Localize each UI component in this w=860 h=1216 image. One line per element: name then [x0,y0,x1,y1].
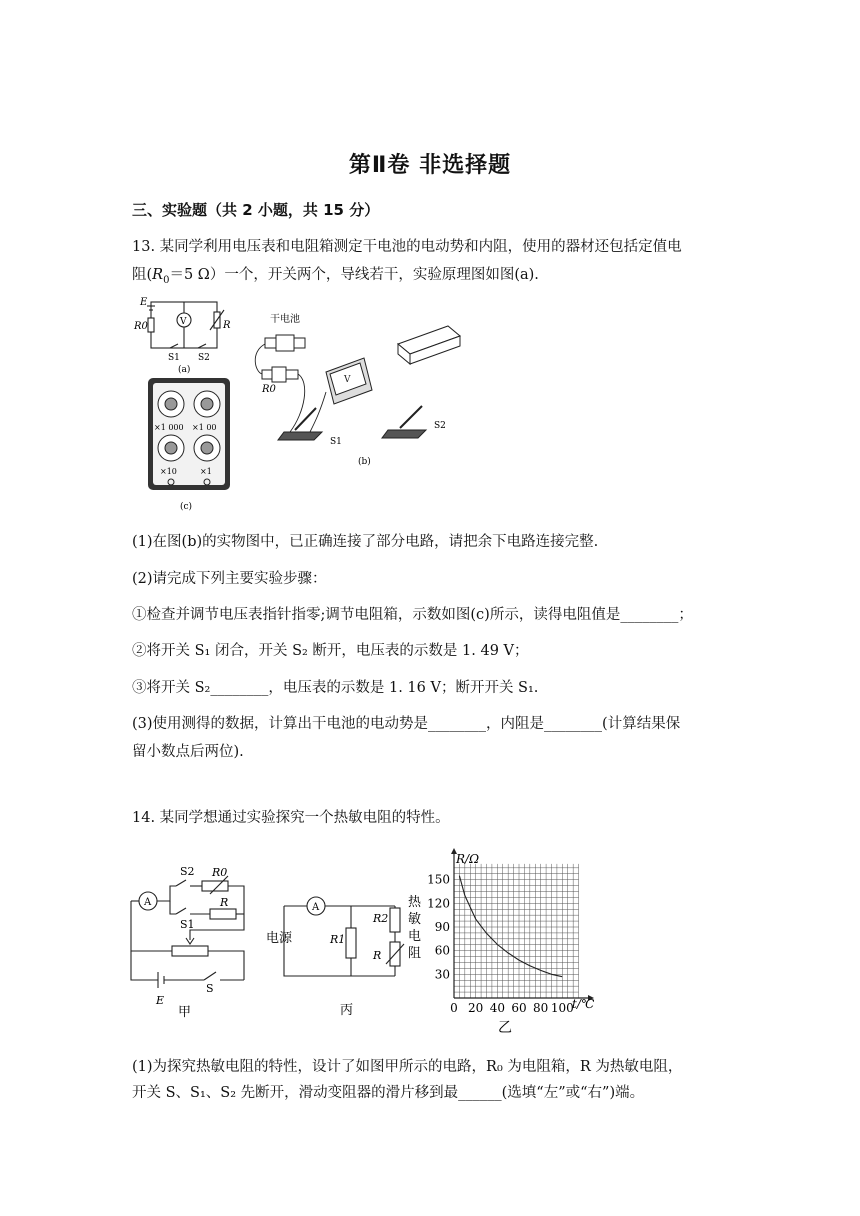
q14-stem: 14. 某同学想通过实验探究一个热敏电阻的特性。 [132,810,450,826]
q14-part1-line1a: (1)为探究热敏电阻的特性，设计了如图甲所示的电路， [132,1059,487,1075]
dial-x1000-label: ×1 000 [154,423,184,432]
q13-step1: ①检查并调节电压表指针指零;调节电阻箱，示数如图(c)所示，读得电阻值是________； [132,607,693,623]
label-S2: S2 [198,353,210,363]
chart-tick-labels [427,873,574,1015]
q13-step2: ②将开关 S₁ 闭合，开关 S₂ 断开，电压表的示数是 1. 49 V； [132,643,529,659]
bing-thermistor-char-4: 阻 [408,946,422,961]
chart-series-line [459,876,562,977]
q13-r0-subscript: 0 [163,274,170,286]
chart-yi [420,842,610,1038]
battery-icon [265,335,305,351]
battery-label: 干电池 [270,314,300,325]
dial-x1-label: ×1 [200,467,212,476]
q14-part1-line1b: R₀ 为电阻箱，R 为热敏电阻， [486,1059,683,1075]
circuit-bing [262,880,430,1018]
chart-y-tick-label: 150 [427,872,450,887]
jia-e-label: E [156,994,165,1007]
chart-x-tick-label: 100 [550,1001,574,1015]
chart-y-tick-label: 60 [434,943,450,958]
resistor-r0-icon [262,367,298,382]
chart-caption: 乙 [498,1020,512,1036]
jia-ammeter-label: A [144,897,152,908]
chart-x-tick-label: 60 [511,1001,527,1015]
chart-y-tick-label: 120 [427,896,450,911]
svg-text:V: V [344,375,351,385]
s2-label-b: S2 [434,421,446,431]
jia-caption: 甲 [178,1005,192,1018]
bing-source-label: 电源 [266,931,293,946]
chart-x-tick-label: 0 [450,1001,458,1015]
q13-part3-line2: 留小数点后两位). [132,744,244,760]
bing-r2-label: R2 [373,912,389,925]
caption-c: (c) [180,502,193,512]
bing-thermistor-char-1: 热 [408,895,422,910]
label-R: R [223,320,231,331]
q13-stem [132,233,736,295]
dial-x10-label: ×10 [160,467,177,476]
q13-step3: ③将开关 S₂________，电压表的示数是 1. 16 V；断开开关 S₁. [132,680,539,696]
bing-r-label: R [373,949,382,962]
q14-part1-line1 [132,1055,682,1079]
bing-caption: 丙 [340,1003,354,1018]
chart-x-tick-label: 40 [489,1001,505,1015]
q13-part2: (2)请完成下列主要实验步骤： [132,571,327,587]
chart-x-tick-label: 80 [533,1001,549,1015]
q13-r0-symbol: R [152,267,164,283]
chart-y-tick-label: 30 [434,967,450,982]
jia-s-label: S [206,982,214,995]
voltmeter-icon [326,358,372,404]
label-V: V [180,317,187,327]
q13-part3-line1: (3)使用测得的数据，计算出干电池的电动势是________，内阻是________(计算结果保 [132,716,681,732]
bing-r1-label: R1 [330,933,346,946]
q13-stem-line-2b: ＝5 Ω）一个，开关两个，导线若干，实验原理图如图(a). [169,267,539,283]
switch-s1-icon [278,408,322,440]
section-heading: 三、实验题（共 2 小题，共 15 分） [132,201,380,219]
chart-y-axis-label: R/Ω [456,852,480,866]
r0-label-b: R0 [262,384,276,395]
q13-figure [130,292,470,514]
s1-label-b: S1 [330,437,342,447]
chart-axes [451,848,594,1001]
q13-stem-line-1: 某同学利用电压表和电阻箱测定干电池的电动势和内阻，使用的器材还包括定值电 [159,239,682,255]
q13-number: 13. [132,239,156,255]
dial-x100-label: ×1 00 [192,423,217,432]
bing-thermistor-char-2: 敏 [408,912,422,927]
bing-ammeter-label: A [312,902,320,913]
switch-s2-icon [382,406,426,438]
jia-s1-label: S1 [180,918,195,931]
bing-thermistor-char-3: 电 [408,929,422,944]
chart-x-axis-label: t/℃ [572,997,595,1011]
jia-r0-label: R0 [212,866,228,879]
q13-part1: (1)在图(b)的实物图中，已正确连接了部分电路，请把余下电路连接完整. [132,534,599,550]
jia-r-label: R [220,896,229,909]
chart-x-tick-label: 20 [468,1001,484,1015]
caption-a: (a) [178,365,191,375]
exam-part-title: 第Ⅱ卷 非选择题 [348,153,512,178]
resistance-box-3d-icon [398,326,460,364]
q14-part1-line2: 开关 S、S₁、S₂ 先断开，滑动变阻器的滑片移到最______(选填“左”或“右”)端。 [132,1085,645,1101]
chart-y-tick-label: 90 [434,920,450,934]
chart-grid [454,864,579,998]
label-E: E [140,297,148,308]
label-R0: R0 [134,321,148,332]
label-S1: S1 [168,353,180,363]
circuit-jia [128,856,258,1018]
jia-s2-label: S2 [180,865,195,878]
caption-b: (b) [358,457,371,467]
q13-stem-line-2a: 阻( [132,267,153,283]
